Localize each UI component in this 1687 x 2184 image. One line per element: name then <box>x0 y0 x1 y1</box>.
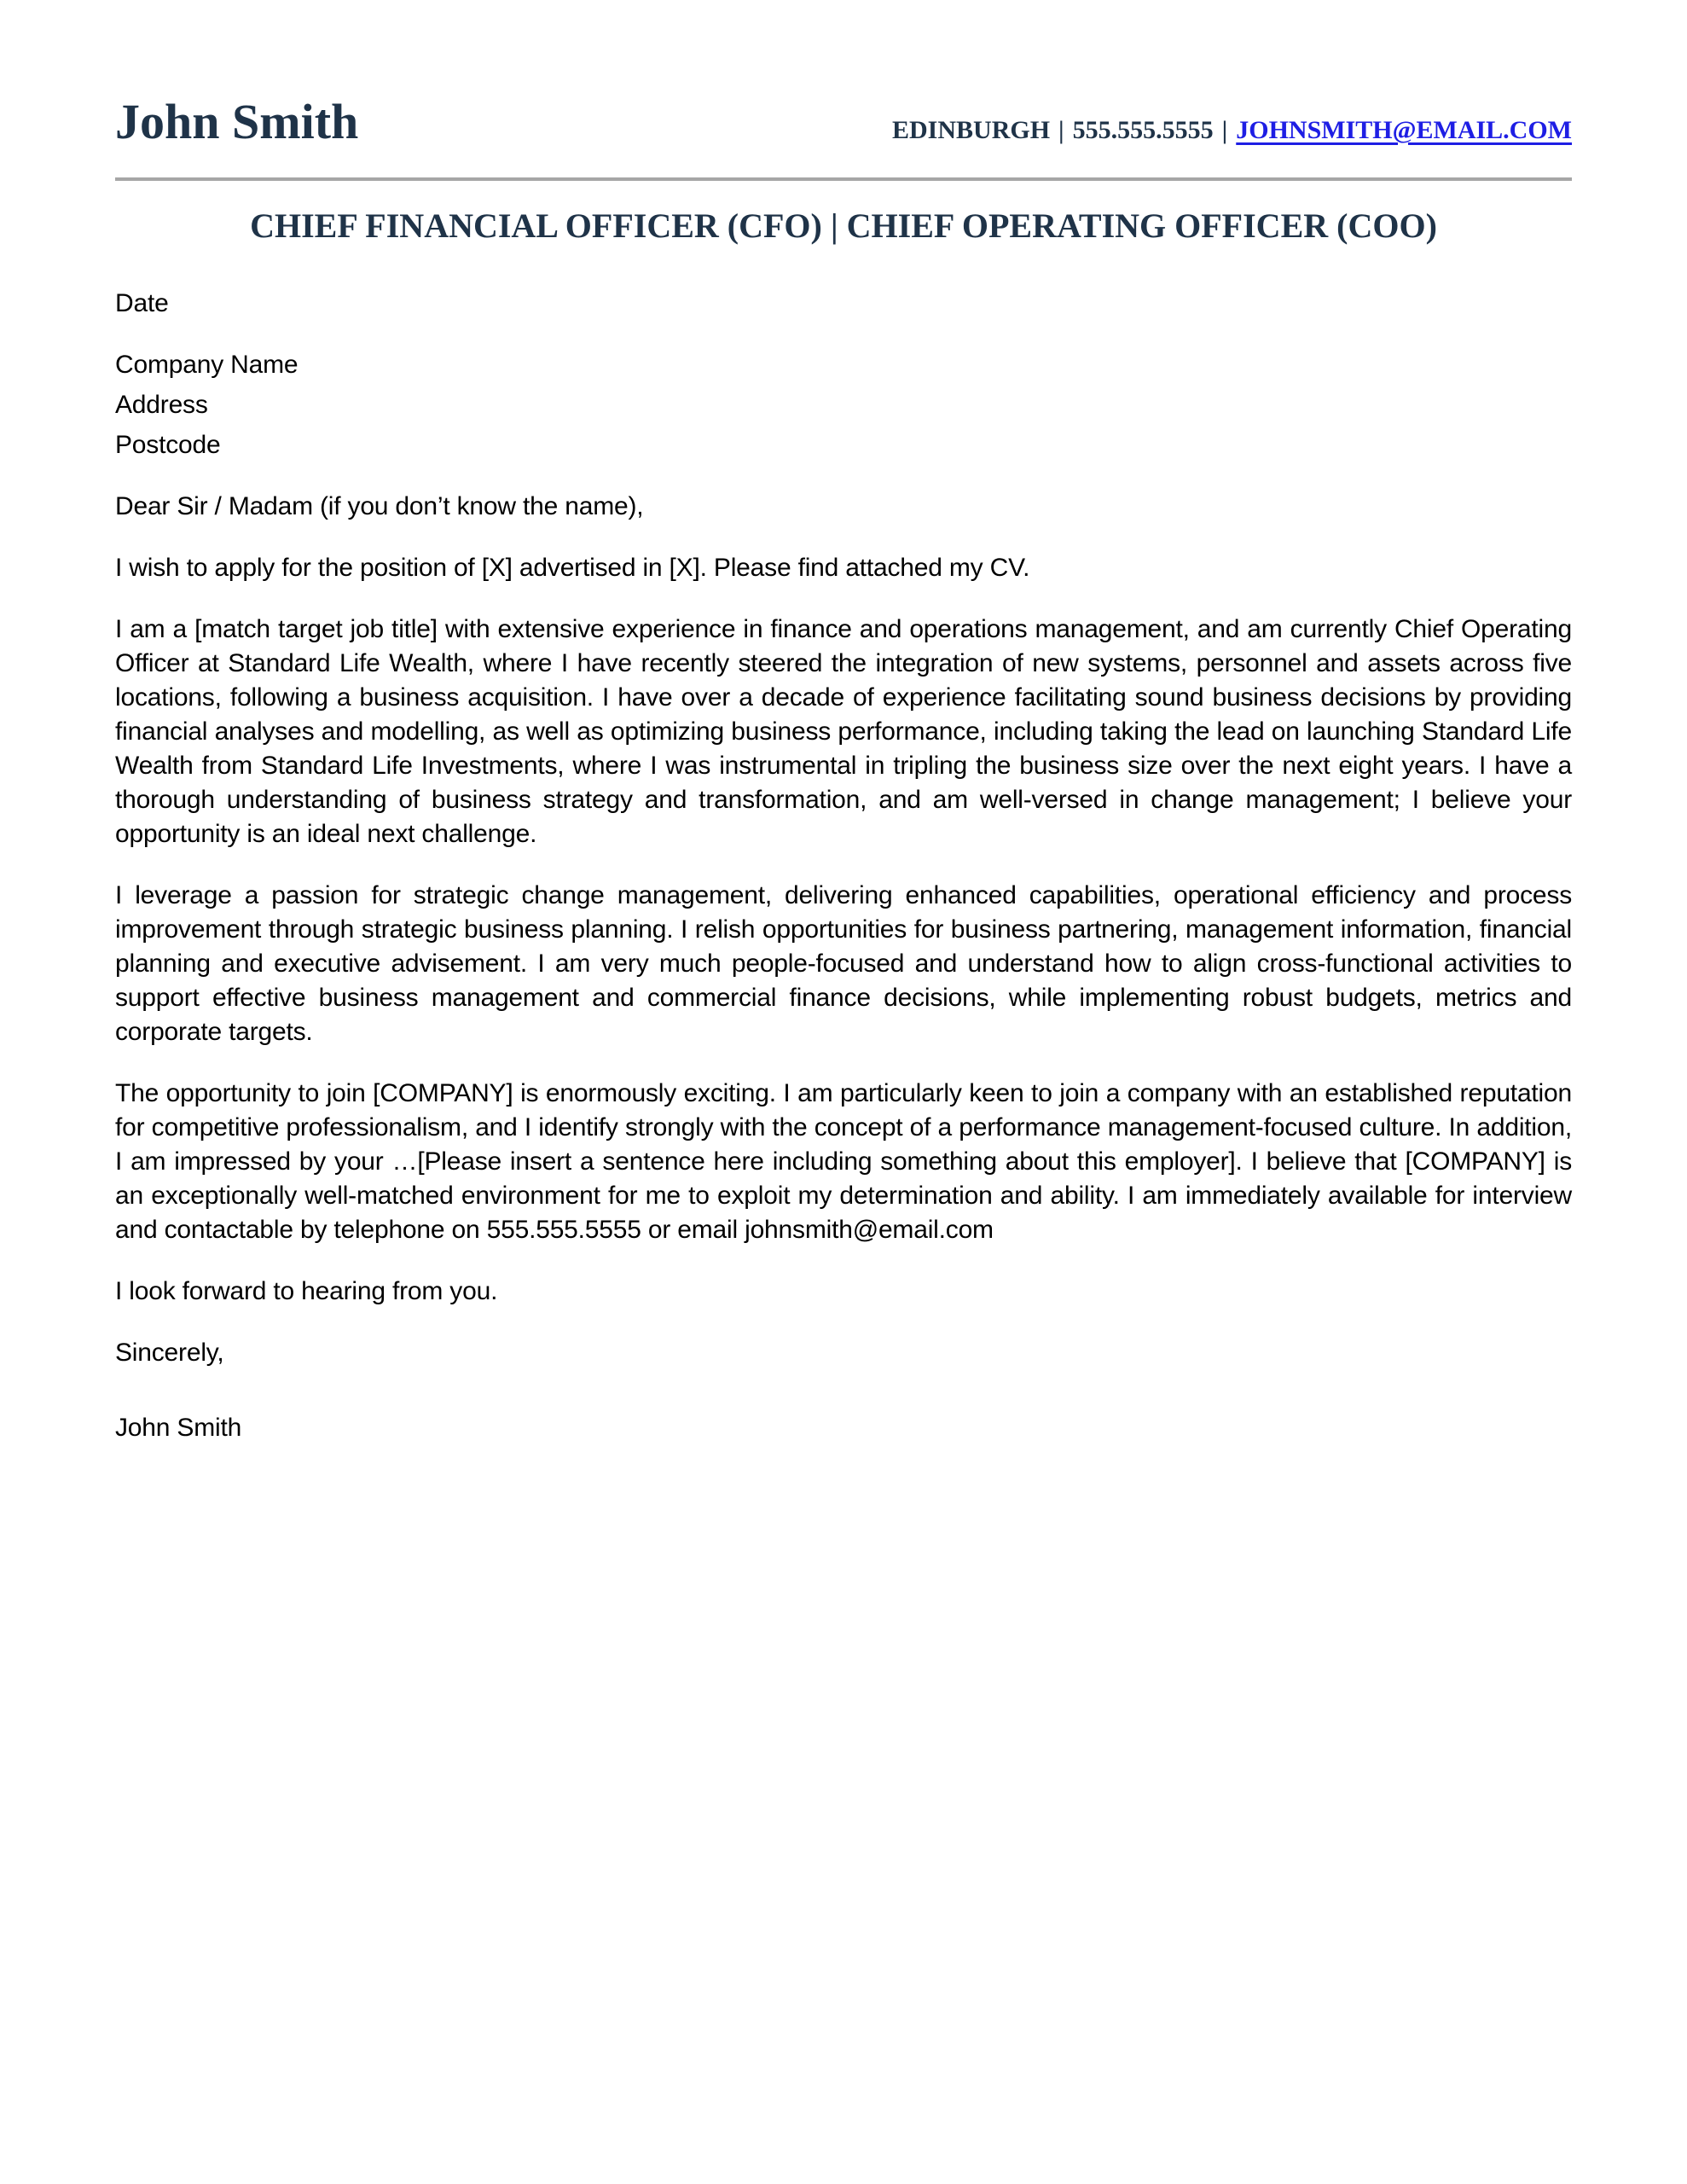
contact-location: EDINBURGH <box>892 116 1051 144</box>
intro-line: I wish to apply for the position of [X] advertised in [X]. Please find attached my CV. <box>115 554 1030 582</box>
sign-off: Sincerely, <box>115 1339 224 1367</box>
page-title: CHIEF FINANCIAL OFFICER (CFO) | CHIEF OPERATING OFFICER (COO) <box>250 206 1437 245</box>
author-name: John Smith <box>115 94 359 149</box>
body-paragraph: The opportunity to join [COMPANY] is enormously exciting. I am particularly keen to join a company with an established reputation for competitive professionalism, and I identify strongly with the concept of a performance management-focused culture. In addition, I am impressed by your …[Please insert a sentence here including something about this employer]. I believe that [COMPANY] is an exceptionally well-matched environment for me to exploit my determination and ability. I am immediately available for interview and contactable by telephone on 555.555.5555 or email johnsmith@email.com <box>115 1079 1572 1244</box>
recipient-postcode: Postcode <box>115 431 221 459</box>
contact-separator: | <box>1058 116 1064 144</box>
email-link[interactable]: JOHNSMITH@EMAIL.COM <box>1236 116 1572 144</box>
contact-separator: | <box>1221 116 1228 144</box>
header-divider <box>115 177 1572 181</box>
header <box>115 96 1572 148</box>
date-line: Date <box>115 289 169 317</box>
recipient-address: Address <box>115 391 208 419</box>
salutation: Dear Sir / Madam (if you don’t know the name), <box>115 492 644 520</box>
signature-name: John Smith <box>115 1414 242 1442</box>
recipient-company: Company Name <box>115 351 299 379</box>
letter-body <box>115 287 1572 1445</box>
contact-info <box>892 116 1572 145</box>
body-paragraph: I leverage a passion for strategic change management, delivering enhanced capabilities, operational efficiency and process improvement through strategic business planning. I relish opportunities for business partnering, management information, financial planning and executive advisement. I am very much people-focused and understand how to align cross-functional activities to support effective business management and commercial finance decisions, while implementing robust budgets, metrics and corporate targets. <box>115 881 1572 1046</box>
closing-line: I look forward to hearing from you. <box>115 1277 498 1305</box>
contact-phone: 555.555.5555 <box>1072 116 1214 144</box>
body-paragraph: I am a [match target job title] with extensive experience in finance and operations management, and am currently Chief Operating Officer at Standard Life Wealth, where I have recently steered the integration of new systems, personnel and assets across five locations, following a business acquisition. I have over a decade of experience facilitating sound business decisions by providing financial analyses and modelling, as well as optimizing business performance, including taking the lead on launching Standard Life Wealth from Standard Life Investments, where I was instrumental in tripling the business size over the next eight years. I have a thorough understanding of business strategy and transformation, and am well-versed in change management; I believe your opportunity is an ideal next challenge. <box>115 615 1572 848</box>
